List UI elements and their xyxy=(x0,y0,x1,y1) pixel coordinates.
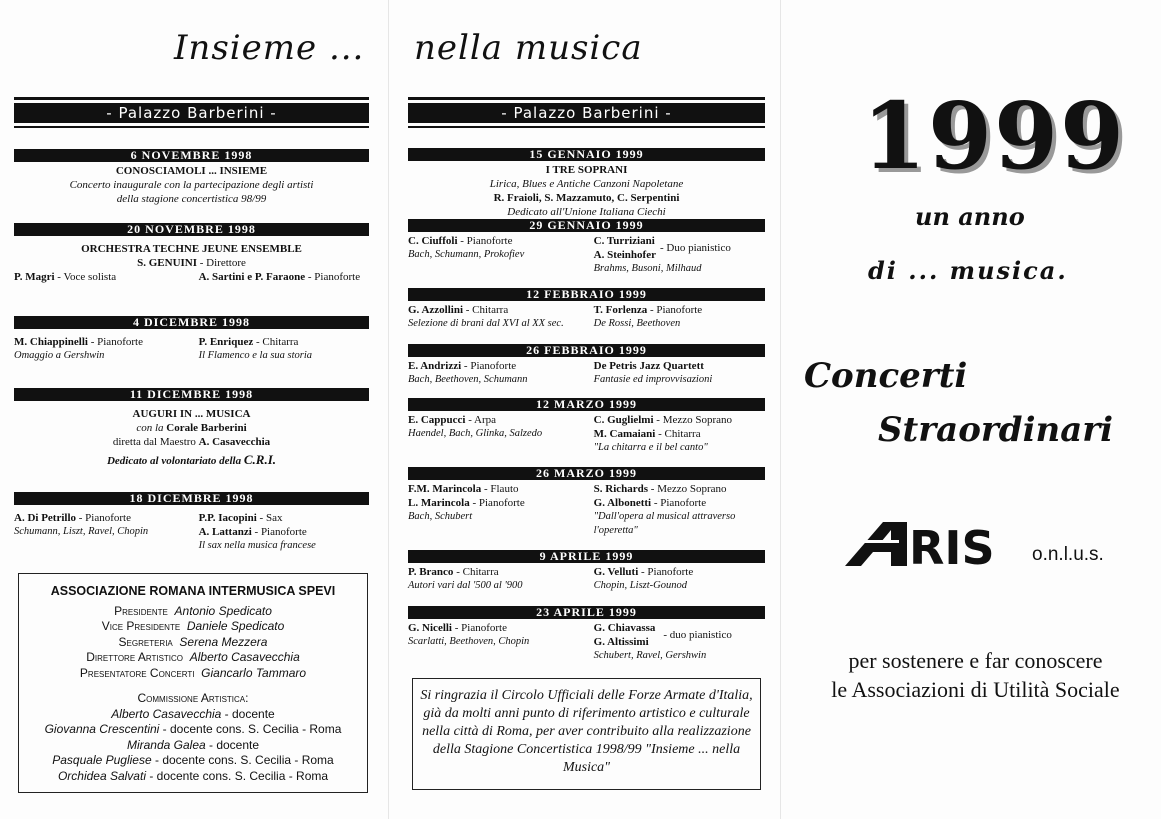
program: Selezione di brani dal XVI al XX sec. xyxy=(408,318,564,329)
venue-bar-left xyxy=(14,97,369,128)
event-date: 11 DICEMBRE 1998 xyxy=(14,388,369,401)
performer: C. Guglielmi - Mezzo Soprano xyxy=(593,414,733,426)
commission-line: Miranda Galea - docente xyxy=(126,737,260,752)
event-title: ORCHESTRA TECHNE JEUNE ENSEMBLE xyxy=(81,243,302,255)
onlus-label: o.n.l.u.s. xyxy=(1032,544,1104,565)
program: Autori vari dal '500 al '900 xyxy=(408,580,523,591)
program: Fantasie ed improvvisazioni xyxy=(593,374,713,385)
slogan-line-2: di ... musica. xyxy=(868,256,1068,285)
venue-label: - Palazzo Barberini - xyxy=(408,103,765,123)
event-date: 9 APRILE 1999 xyxy=(408,550,765,563)
event-26-mar xyxy=(408,467,765,538)
event-date: 26 FEBBRAIO 1999 xyxy=(408,344,765,357)
performer: G. Albonetti - Pianoforte xyxy=(593,497,707,509)
role-line: Presidente Antonio Spedicato xyxy=(114,603,272,618)
straordinari-title: Straordinari xyxy=(878,410,1114,450)
event-20-nov xyxy=(14,223,369,284)
event-line: della stagione concertistica 98/99 xyxy=(116,193,267,205)
event-23-apr xyxy=(408,606,765,663)
commission-line: Orchidea Salvati - docente cons. S. Cecilia - Roma xyxy=(57,768,329,783)
fold-line-2 xyxy=(780,0,781,819)
program: Brahms, Busoni, Milhaud xyxy=(593,263,702,274)
performer: M. Camaiani - Chitarra xyxy=(593,428,701,440)
role-line: Segreteria Serena Mezzera xyxy=(118,634,268,649)
program: Bach, Schubert xyxy=(408,511,473,522)
commission-line: Alberto Casavecchia - docente xyxy=(111,706,275,721)
performer: P.P. Iacopini - Sax xyxy=(198,512,283,524)
event-line: Concerto inaugurale con la partecipazione degli artisti xyxy=(69,179,314,191)
program: Chopin, Liszt-Gounod xyxy=(593,580,687,591)
performer: F.M. Marincola - Flauto xyxy=(408,483,519,495)
performer: E. Andrizzi - Pianoforte xyxy=(408,360,517,372)
performer: A. Lattanzi - Pianoforte xyxy=(198,526,307,538)
program: "Dall'opera al musical attraverso xyxy=(593,511,736,522)
program: Omaggio a Gershwin xyxy=(14,350,105,361)
program: Bach, Schumann, Prokofiev xyxy=(408,249,525,260)
event-date: 6 NOVEMBRE 1998 xyxy=(14,149,369,162)
event-title: I TRE SOPRANI xyxy=(545,164,628,176)
concerti-title: Concerti xyxy=(804,356,968,396)
event-12-mar xyxy=(408,398,765,455)
event-4-dic xyxy=(14,316,369,363)
event-15-gen: 15 GENNAIO 1999 I TRE SOPRANI Lirica, Blues e Antiche Canzoni Napoletane R. Fraioli, S. Mazzamuto, C. Serpentini Dedicato all'Unione Italiana Ciechi xyxy=(408,148,765,219)
performer: G. Chiavassa G. Altissimi - duo pianistico xyxy=(593,622,732,648)
event-date: 26 MARZO 1999 xyxy=(408,467,765,480)
event-date: 4 DICEMBRE 1998 xyxy=(14,316,369,329)
slogan-line-1: un anno xyxy=(915,202,1025,231)
role-line: Vice Presidente Daniele Spedicato xyxy=(101,619,285,633)
program: Bach, Beethoven, Schumann xyxy=(408,374,528,385)
performer: G. Velluti - Pianoforte xyxy=(593,566,694,578)
logo-letters: RIS xyxy=(909,522,995,566)
performer: S. Richards - Mezzo Soprano xyxy=(593,483,727,495)
role-line: Direttore Artistico Alberto Casavecchia xyxy=(86,650,300,664)
aris-logo xyxy=(845,522,1035,566)
event-date: 15 GENNAIO 1999 xyxy=(408,148,765,161)
event-date: 20 NOVEMBRE 1998 xyxy=(14,223,369,236)
association-box xyxy=(18,573,368,793)
event-date: 23 APRILE 1999 xyxy=(408,606,765,619)
event-date: 29 GENNAIO 1999 xyxy=(408,219,765,232)
event-29-gen xyxy=(408,219,765,276)
program: Schubert, Ravel, Gershwin xyxy=(593,650,707,661)
event-9-apr xyxy=(408,550,765,593)
fold-line-1 xyxy=(388,0,389,819)
purpose-text: per sostenere e far conoscere le Associazioni di Utilità Sociale xyxy=(831,648,1120,702)
commission-line: Giovanna Crescentini - docente cons. S. Cecilia - Roma xyxy=(44,722,342,736)
program: Il Flamenco e la sua storia xyxy=(198,350,313,361)
commission-title: Commissione Artistica: xyxy=(137,691,249,705)
performer: A. Sartini e P. Faraone - Pianoforte xyxy=(198,271,361,283)
event-12-feb xyxy=(408,288,765,331)
performer: A. Di Petrillo - Pianoforte xyxy=(14,512,131,524)
event-date: 12 FEBBRAIO 1999 xyxy=(408,288,765,301)
performer: P. Magri - Voce solista xyxy=(14,271,117,283)
performer: P. Branco - Chitarra xyxy=(408,566,499,578)
venue-label: - Palazzo Barberini - xyxy=(14,103,369,123)
program: "La chitarra e il bel canto" xyxy=(593,442,708,453)
event-date: 12 MARZO 1999 xyxy=(408,398,765,411)
program: l'operetta" xyxy=(593,525,638,536)
event-6-nov xyxy=(14,149,369,206)
event-title: AUGURI IN ... MUSICA xyxy=(132,408,251,420)
performer: P. Enriquez - Chitarra xyxy=(198,336,299,348)
program: Schumann, Liszt, Ravel, Chopin xyxy=(14,526,149,537)
performer: C. Ciuffoli - Pianoforte xyxy=(408,235,513,247)
performer: G. Nicelli - Pianoforte xyxy=(408,622,507,634)
venue-bar-right xyxy=(408,97,765,128)
thanks-box: Si ringrazia il Circolo Ufficiali delle Forze Armate d'Italia, già da molti anni punto di riferimento artistico e culturale nella città di Roma, per aver contribuito alla realizzazione della Stagione Concertistica 1998/99 "Insieme ... nella Musica" xyxy=(412,678,761,790)
performer: C. Turriziani A. Steinhofer - Duo pianistico xyxy=(593,235,731,261)
program: Il sax nella musica francese xyxy=(198,540,316,551)
association-name: ASSOCIAZIONE ROMANA INTERMUSICA SPEVI xyxy=(50,584,336,598)
title-left: Insieme ... xyxy=(174,28,365,68)
title-right: nella musica xyxy=(414,28,643,68)
event-director: S. GENUINI - Direttore xyxy=(137,257,246,269)
commission-line: Pasquale Pugliese - docente cons. S. Cecilia - Roma xyxy=(52,753,334,767)
event-title: CONOSCIAMOLI ... INSIEME xyxy=(115,165,268,177)
performer: L. Marincola - Pianoforte xyxy=(408,497,525,509)
event-18-dic xyxy=(14,492,369,553)
event-26-feb xyxy=(408,344,765,387)
event-date: 18 DICEMBRE 1998 xyxy=(14,492,369,505)
performer: M. Chiappinelli - Pianoforte xyxy=(14,336,143,348)
program: De Rossi, Beethoven xyxy=(593,318,681,329)
performer: G. Azzollini - Chitarra xyxy=(408,304,509,316)
performer: T. Forlenza - Pianoforte xyxy=(593,304,703,316)
event-11-dic: 11 DICEMBRE 1998 AUGURI IN ... MUSICA con la Corale Barberini diretta dal Maestro A. Casavecchia Dedicato al volontariato della C.R.I. xyxy=(14,388,369,468)
program: Haendel, Bach, Glinka, Salzedo xyxy=(408,428,543,439)
role-line: Presentatore Concerti Giancarlo Tammaro xyxy=(79,665,307,680)
performer: E. Cappucci - Arpa xyxy=(408,414,497,426)
year-title: 1999 xyxy=(862,82,1127,190)
performer: De Petris Jazz Quartett xyxy=(593,360,704,372)
program: Scarlatti, Beethoven, Chopin xyxy=(408,636,530,647)
